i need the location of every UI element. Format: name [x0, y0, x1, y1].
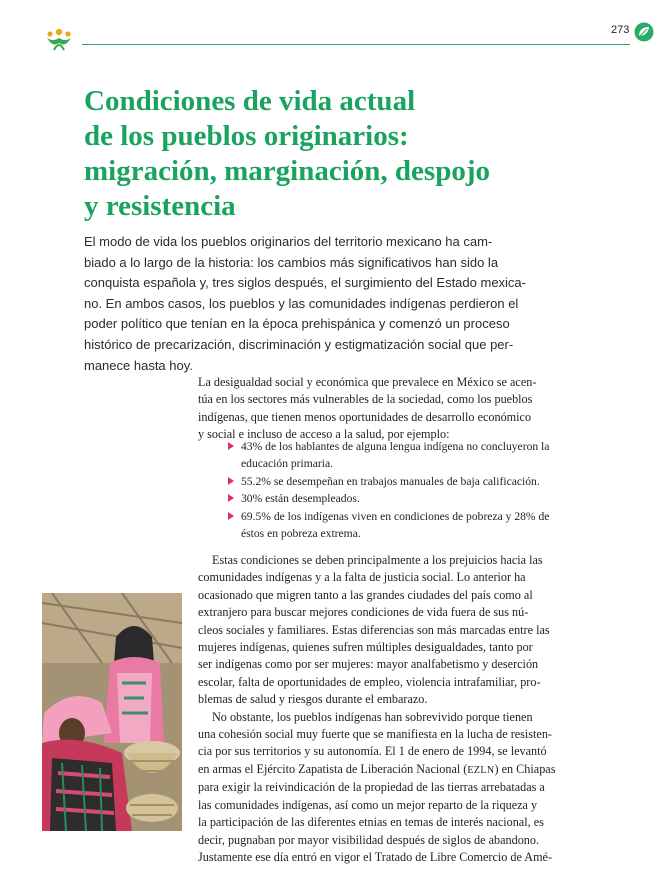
- body-line: extranjero para buscar mejores condiciones de vida fuera de sus nú-: [198, 605, 529, 620]
- list-item: [228, 473, 570, 490]
- list-item-line: 69.5% de los indígenas viven en condiciones de pobreza y 28% de: [241, 509, 550, 523]
- body-paragraph-2: [198, 552, 570, 866]
- body-line: escolar, falta de oportunidades de empleo, violencia intrafamiliar, pro-: [198, 674, 541, 689]
- bullet-triangle-icon: [228, 512, 234, 520]
- body-line: una cohesión social muy fuerte que se manifiesta en la lucha de resisten-: [198, 727, 552, 742]
- body-line: la participación de las diferentes etnias en temas de interés nacional, es: [198, 815, 544, 830]
- list-item: [228, 490, 570, 507]
- bullet-triangle-icon: [228, 442, 234, 450]
- page-title: [84, 84, 604, 224]
- body-text: en armas el Ejército Zapatista de Liberación Nacional (: [198, 761, 468, 776]
- intro-line: no. En ambos casos, los pueblos y las comunidades indígenas perdieron el: [84, 295, 519, 311]
- intro-line: El modo de vida los pueblos originarios del territorio mexicano ha cam-: [84, 234, 493, 249]
- body-line: La desigualdad social y económica que prevalece en México se acen-: [198, 375, 537, 389]
- body-line: las comunidades indígenas, así como un mejor reparto de la riqueza y: [198, 797, 538, 812]
- title-line: migración, marginación, despojo: [84, 155, 490, 187]
- header-rule: [82, 44, 630, 45]
- sprout-people-icon: [44, 26, 74, 52]
- body-line: decir, pugnaban por mayor visibilidad después de siglos de abandono.: [198, 832, 540, 847]
- intro-line: poder político que tenían en la época prehispánica y comenzó un proceso: [84, 316, 510, 332]
- list-item-line: éstos en pobreza extrema.: [241, 527, 361, 541]
- body-line: ocasionado que migren tanto a las grandes ciudades del país como al: [198, 587, 533, 602]
- body-line: cia por sus territorios y su autonomía. El 1 de enero de 1994, se levantó: [198, 744, 547, 759]
- title-line: y resistencia: [84, 190, 236, 222]
- intro-line: manece hasta hoy.: [84, 357, 193, 373]
- title-line: de los pueblos originarios:: [84, 120, 409, 152]
- statistics-list: [228, 438, 570, 542]
- list-item-line: 30% están desempleados.: [241, 492, 360, 506]
- list-item: [228, 508, 570, 543]
- body-line: blemas de salud y riesgos durante el embarazo.: [198, 692, 428, 707]
- list-item-line: educación primaria.: [241, 457, 334, 471]
- list-item: [228, 438, 570, 473]
- intro-paragraph: [84, 232, 526, 376]
- body-line: No obstante, los pueblos indígenas han sobrevivido porque tienen: [212, 709, 533, 724]
- body-text: ) en Chiapas: [494, 761, 556, 776]
- page-number: 273: [611, 24, 630, 36]
- body-line: Justamente ese día entró en vigor el Tratado de Libre Comercio de Amé-: [198, 849, 553, 864]
- indigenous-women-weaving-baskets-photo: [42, 593, 182, 831]
- body-line: Estas condiciones se deben principalmente a los prejuicios hacia las: [212, 553, 543, 567]
- body-line: para exigir la reivindicación de la propiedad de las tierras arrebatadas a: [198, 780, 545, 795]
- body-line: y social e incluso de acceso a la salud, por ejemplo:: [198, 427, 450, 442]
- body-line: ser indígenas como por ser mujeres: mayor analfabetismo y deserción: [198, 657, 539, 672]
- bullet-triangle-icon: [228, 494, 234, 502]
- body-paragraph-1: [198, 374, 570, 444]
- title-line: Condiciones de vida actual: [84, 85, 416, 117]
- bullet-triangle-icon: [228, 477, 234, 485]
- body-line: [198, 761, 570, 779]
- list-item-line: 43% de los hablantes de alguna lengua indígena no concluyeron la: [241, 440, 550, 453]
- body-line: comunidades indígenas y a la falta de justicia social. Lo anterior ha: [198, 570, 526, 585]
- body-line: indígenas, que tienen menos oportunidades de desarrollo económico: [198, 409, 532, 424]
- body-line: túa en los sectores más vulnerables de la sociedad, como los pueblos: [198, 392, 533, 407]
- body-line: cleos sociales y familiares. Estas diferencias son más marcadas entre las: [198, 622, 550, 637]
- intro-line: conquista española y, tres siglos después, el surgimiento del Estado mexica-: [84, 275, 526, 291]
- intro-line: biado a lo largo de la historia: los cambios más significativos han sido la: [84, 254, 499, 270]
- list-item-line: 55.2% se desempeñan en trabajos manuales de baja calificación.: [241, 474, 540, 488]
- ezln-abbreviation: EZLN: [467, 764, 495, 776]
- body-line: mujeres indígenas, quienes sufren múltiples desigualdades, tanto por: [198, 640, 533, 655]
- leaf-icon: [634, 22, 654, 42]
- intro-line: histórico de precarización, discriminación y estigmatización social que per-: [84, 336, 514, 352]
